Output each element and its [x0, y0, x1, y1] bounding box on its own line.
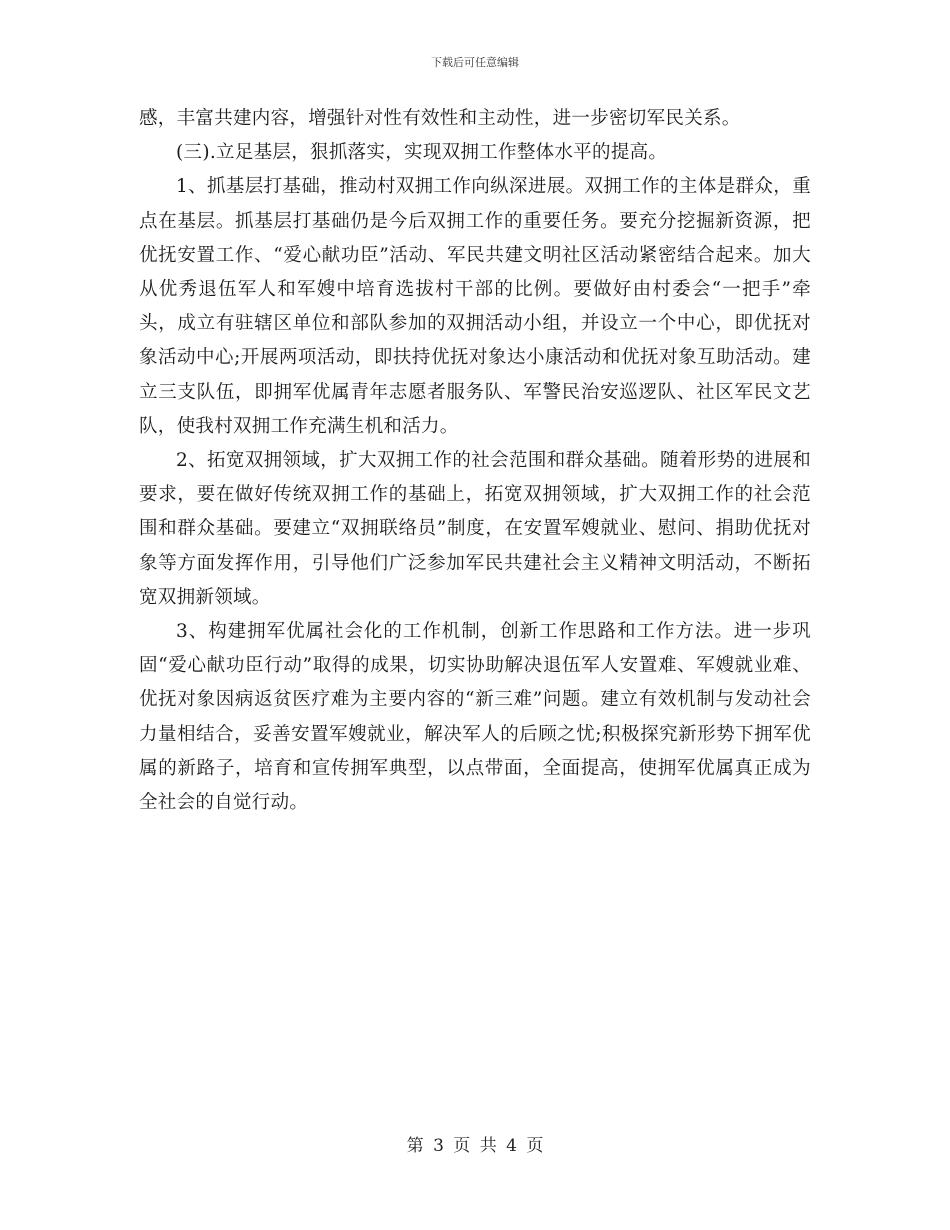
paragraph-item-2: 2、拓宽双拥领域，扩大双拥工作的社会范围和群众基础。随着形势的进展和要求，要在做好传统双拥工作的基础上，拓宽双拥领域，扩大双拥工作的社会范围和群众基础。要建立“双拥联络员”制度，在安置军嫂就业、慰问、捐助优抚对象等方面发挥作用，引导他们广泛参加军民共建社会主义精神文明活动，不断拓宽双拥新领域。 [139, 450, 811, 608]
paragraph-continuation: 感，丰富共建内容，增强针对性有效性和主动性，进一步密切军民关系。 [139, 108, 741, 129]
page-number-footer: 第 3 页 共 4 页 [406, 1136, 544, 1156]
page-header: 下载后可任意编辑 [431, 56, 519, 69]
paragraph-item-3: 3、构建拥军优属社会化的工作机制，创新工作思路和工作方法。进一步巩固“爱心献功臣行动”取得的成果，切实协助解决退伍军人安置难、军嫂就业难、优抚对象因病返贫医疗难为主要内容的“新三难”问题。建立有效机制与发动社会力量相结合，妥善安置军嫂就业，解决军人的后顾之忧;积极探究新形势下拥军优属的新路子，培育和宣传拥军典型，以点带面，全面提高，使拥军优属真正成为全社会的自觉行动。 [139, 621, 811, 814]
paragraph-item-1: 1、抓基层打基础，推动村双拥工作向纵深进展。双拥工作的主体是群众，重点在基层。抓基层打基础仍是今后双拥工作的重要任务。要充分挖掘新资源，把优抚安置工作、“爱心献功臣”活动、军民共建文明社区活动紧密结合起来。加大从优秀退伍军人和军嫂中培育选拔村干部的比例。要做好由村委会“一把手”牵头，成立有驻辖区单位和部队参加的双拥活动小组，并设立一个中心，即优抚对象活动中心;开展两项活动，即扶持优抚对象达小康活动和优抚对象互助活动。建立三支队伍，即拥军优属青年志愿者服务队、军警民治安巡逻队、社区军民文艺队，使我村双拥工作充满生机和活力。 [139, 176, 811, 437]
section-heading: (三).立足基层，狠抓落实，实现双拥工作整体水平的提高。 [176, 142, 668, 164]
document-body [139, 102, 811, 820]
